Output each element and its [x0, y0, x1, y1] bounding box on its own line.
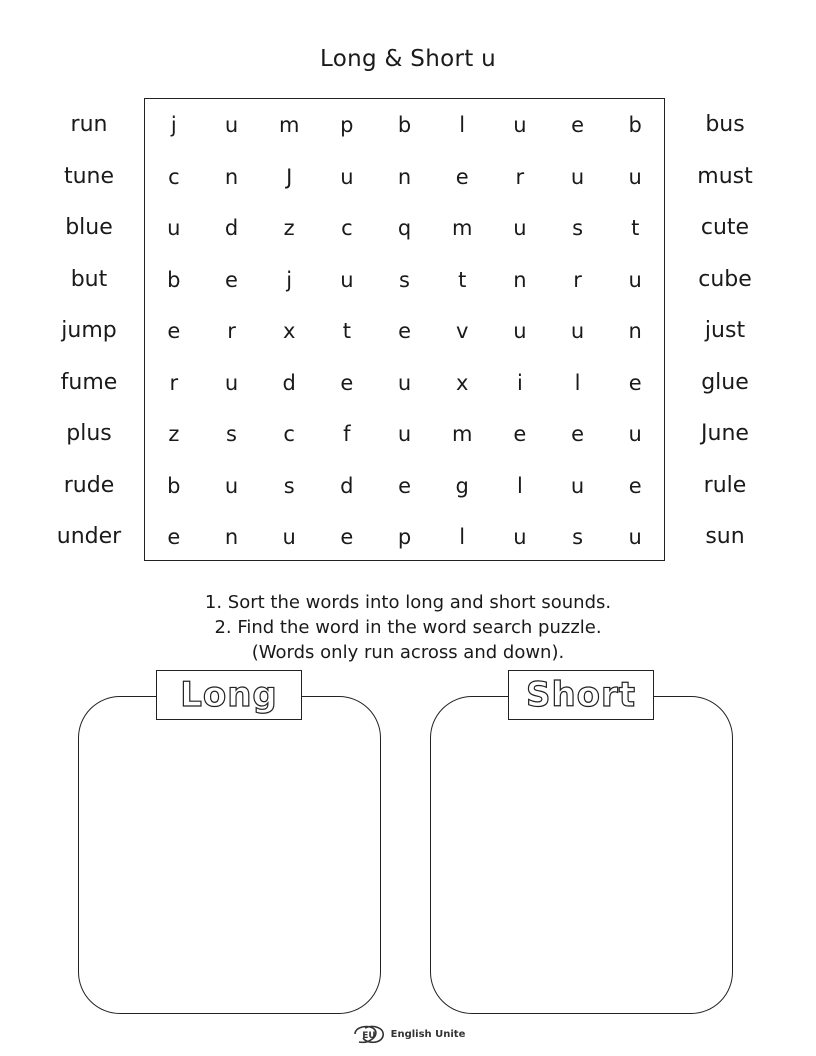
grid-letter[interactable]: J [286, 164, 293, 189]
grid-letter[interactable]: n [224, 525, 239, 549]
instruction-line: 1. Sort the words into long and short sounds. [204, 592, 612, 613]
grid-letter[interactable]: u [628, 267, 642, 292]
grid-letter[interactable]: x [282, 319, 296, 343]
english-unite-logo-icon [351, 1022, 387, 1046]
grid-letter[interactable]: u [628, 525, 642, 549]
grid-letter[interactable]: r [515, 164, 525, 189]
grid-letter[interactable]: t [342, 319, 351, 343]
grid-letter[interactable]: n [628, 319, 642, 343]
word-item: but [70, 266, 108, 292]
grid-letter[interactable]: n [224, 164, 239, 189]
grid-letter[interactable]: s [399, 267, 410, 292]
grid-letter[interactable]: d [282, 370, 296, 395]
grid-letter[interactable]: u [513, 525, 527, 549]
word-search-grid [144, 98, 665, 561]
grid-letter[interactable]: e [455, 164, 469, 189]
grid-letter[interactable]: d [224, 216, 239, 240]
grid-letter[interactable]: v [455, 319, 469, 343]
grid-letter[interactable]: u [570, 164, 585, 189]
long-label: Long [156, 670, 302, 720]
word-item: must [697, 163, 753, 189]
grid-letter[interactable]: u [224, 113, 239, 137]
grid-letter[interactable]: u [340, 267, 354, 292]
grid-letter[interactable]: z [168, 422, 180, 446]
grid-letter[interactable]: e [571, 113, 584, 137]
grid-letter[interactable]: u [628, 164, 642, 189]
grid-letter[interactable]: b [397, 113, 412, 137]
grid-letter[interactable]: u [570, 319, 585, 343]
grid-letter[interactable]: t [458, 267, 467, 292]
word-item: fume [60, 369, 118, 395]
grid-letter[interactable]: d [340, 473, 354, 498]
grid-letter[interactable]: c [341, 216, 353, 240]
grid-letter[interactable]: u [224, 370, 239, 395]
grid-letter[interactable]: r [227, 319, 236, 343]
grid-letter[interactable]: e [628, 473, 642, 498]
instructions [0, 590, 816, 665]
grid-letter[interactable]: b [167, 473, 181, 498]
grid-letter[interactable]: e [628, 370, 642, 395]
word-item: tune [63, 163, 115, 189]
grid-letter[interactable]: z [283, 216, 295, 240]
grid-row [145, 512, 664, 564]
svg-text:EU: EU [361, 1031, 376, 1041]
grid-row [145, 255, 664, 307]
grid-letter[interactable]: b [167, 267, 181, 292]
grid-letter[interactable]: b [628, 113, 642, 137]
grid-row [145, 100, 664, 152]
left-word-list [44, 99, 134, 563]
grid-letter[interactable]: u [397, 422, 412, 446]
grid-row [145, 152, 664, 204]
instruction-line: 2. Find the word in the word search puzzle. [214, 617, 602, 638]
word-item: blue [65, 215, 113, 240]
word-item: run [70, 112, 108, 137]
grid-letter[interactable]: l [459, 113, 466, 137]
grid-letter[interactable]: e [513, 422, 527, 446]
grid-letter[interactable]: p [397, 525, 412, 549]
grid-letter[interactable]: e [398, 473, 411, 498]
grid-rows [145, 100, 664, 564]
grid-letter[interactable]: e [340, 525, 354, 549]
grid-letter[interactable]: l [459, 525, 466, 549]
grid-letter[interactable]: e [225, 267, 238, 292]
grid-letter[interactable]: n [513, 267, 527, 292]
grid-letter[interactable]: m [278, 113, 300, 137]
footer-brand: English Unite [390, 1028, 466, 1040]
grid-letter[interactable]: f [343, 422, 351, 446]
word-item: bus [705, 112, 745, 137]
grid-row [145, 409, 664, 461]
grid-letter[interactable]: n [397, 164, 412, 189]
grid-letter[interactable]: u [397, 370, 412, 395]
short-label: Short [508, 670, 654, 720]
grid-letter[interactable]: m [451, 422, 473, 446]
right-word-list [680, 99, 770, 563]
grid-letter[interactable]: l [516, 473, 523, 498]
word-item: cute [700, 215, 750, 240]
grid-letter[interactable]: c [168, 164, 180, 189]
grid-letter[interactable]: m [451, 216, 473, 240]
grid-letter[interactable]: t [631, 216, 640, 240]
grid-letter[interactable]: g [455, 473, 469, 498]
grid-letter[interactable]: s [226, 422, 237, 446]
grid-letter[interactable]: u [224, 473, 239, 498]
grid-letter[interactable]: e [340, 370, 354, 395]
long-sort-box[interactable] [78, 696, 381, 1014]
word-item: glue [701, 369, 749, 395]
grid-letter[interactable]: e [167, 319, 181, 343]
grid-letter[interactable]: l [574, 370, 581, 395]
grid-letter[interactable]: r [169, 370, 179, 395]
grid-letter[interactable]: q [397, 216, 412, 240]
word-item: under [56, 524, 122, 549]
grid-letter[interactable]: c [283, 422, 295, 446]
grid-letter[interactable]: s [572, 216, 584, 240]
grid-letter[interactable]: e [398, 319, 411, 343]
grid-letter[interactable]: u [570, 473, 585, 498]
grid-letter[interactable]: i [516, 370, 523, 395]
word-item: June [701, 421, 749, 446]
instruction-line: (Words only run across and down). [251, 642, 565, 663]
word-item: rude [63, 472, 115, 498]
grid-letter[interactable]: u [340, 164, 354, 189]
grid-row [145, 306, 664, 358]
grid-letter[interactable]: p [340, 113, 354, 137]
grid-letter[interactable]: u [513, 113, 527, 137]
grid-letter[interactable]: e [571, 422, 584, 446]
grid-letter[interactable]: s [572, 525, 584, 549]
grid-letter[interactable]: x [455, 370, 469, 395]
grid-row [145, 358, 664, 410]
grid-letter[interactable]: s [283, 473, 295, 498]
page-title: Long & Short u [319, 46, 497, 72]
grid-letter[interactable]: u [282, 525, 296, 549]
word-item: jump [61, 318, 117, 343]
grid-letter[interactable]: j [286, 267, 293, 292]
word-item: just [704, 318, 746, 343]
grid-letter[interactable]: u [167, 216, 181, 240]
grid-letter[interactable]: u [628, 422, 642, 446]
short-sort-box[interactable] [430, 696, 733, 1014]
grid-letter[interactable]: j [170, 113, 177, 137]
word-item: plus [66, 421, 112, 446]
word-item: cube [698, 266, 752, 292]
grid-letter[interactable]: u [513, 319, 527, 343]
grid-letter[interactable]: r [573, 267, 582, 292]
footer [0, 1022, 816, 1046]
grid-letter[interactable]: u [513, 216, 527, 240]
word-item: sun [705, 524, 745, 549]
word-item: rule [703, 472, 747, 498]
grid-row [145, 461, 664, 513]
grid-row [145, 203, 664, 255]
grid-letter[interactable]: e [167, 525, 181, 549]
